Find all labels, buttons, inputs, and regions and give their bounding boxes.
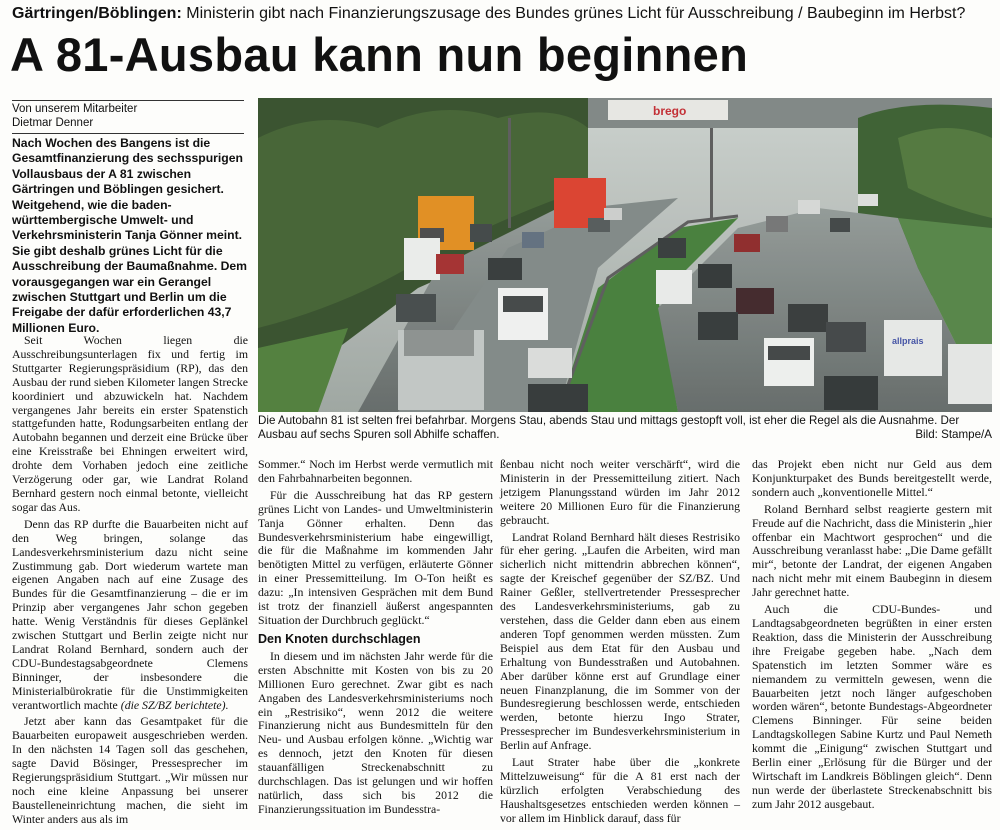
byline xyxy=(12,100,244,134)
billboard-sign-text: brego xyxy=(653,104,687,118)
kicker-location: Gärtringen/Böblingen: xyxy=(12,5,182,22)
col2-paragraph-1: Sommer.“ Noch im Herbst werde vermutlich mit den Fahrbahnarbeiten begonnen. xyxy=(258,457,493,485)
col1-source-note: (die SZ/BZ berichtete). xyxy=(120,697,229,712)
col4-paragraph-3: Auch die CDU-Bundes- und Landtagsabgeordneten begrüßten in einer ersten Reaktion, dass die Ministerin der Ausschreibung ihre Freigabe gegeben habe. „Nach dem Spatenstich im letzten Sommer wäre es niemandem zu vermitteln gewesen, wenn die Bauarbeiten jetzt noch länger aufgeschoben worden wären“, betonte Bundestags-Abgeordneter Clemens Binninger. Für seine beiden Landtagskollegen Sabine Kurtz und Paul Nemeth kommt die „Einigung“ zwischen Stuttgart und Berlin einer „Erlösung für die Bürger und der Wirtschaft im Landkreis Böblingen gleich“. Denn nun werde der überlastete Streckenabschnitt bis zum Jahr 2012 ausgebaut. xyxy=(752,602,992,811)
subheading: Den Knoten durchschlagen xyxy=(258,631,421,646)
article-column-1 xyxy=(12,334,248,830)
col3-paragraph-1: ßenbau nicht noch weiter verschärft“, wird die Ministerin in der Pressemitteilung zitiert. Nach jetzigem Planungsstand würden im Jahr 2012 weitere 20 Millionen Euro für die Finanzierung gebraucht. xyxy=(500,457,740,527)
col2-paragraph-2: Für die Ausschreibung hat das RP gestern grünes Licht von Landes- und Umweltministerin Tanja Gönner erhalten. Denn das Bundesverkehrsministerium habe eingewilligt, die für die Maßnahme im kommenden Jahr benötigten Mittel zu verfügen, erläuterte Gönner in einer Pressemitteilung. Im O-Ton heißt es dazu: „In intensiven Gesprächen mit dem Bund ist trotz der finanziell äußerst angespannten Situation der Durchbruch geglückt.“ xyxy=(258,487,493,627)
headline: A 81-Ausbau kann nun beginnen xyxy=(10,28,749,81)
lead-text: Nach Wochen des Bangens ist die Gesamtfinanzierung des sechsspurigen Vollausbaus der A 81 zwischen Gärtringen und Böblingen gesichert. Weitgehend, wie die baden-württembergische Umwelt- und Verkehrsministerin Tanja Gönner meint. Sie gibt deshalb grünes Licht für die Ausschreibung der Baumaßnahme. Dem vorausgegangen war ein Gerangel zwischen Stuttgart und Berlin um die Freigabe der dafür erforderlichen 43,7 Millionen Euro. xyxy=(12,136,248,335)
highway-traffic-image xyxy=(258,98,992,412)
kicker-line xyxy=(12,4,992,24)
article-column-2 xyxy=(258,458,493,820)
van-lettering: allprais xyxy=(892,336,924,346)
col1-paragraph-2-text: Denn das RP durfte die Bauarbeiten nicht auf den Weg bringen, solange das Landesverkehrsministerium dazu nicht seine Zustimmung gab. Dort wiederum wartete man eigenen Angaben nach auf eine Zusage des Bundes für die Gesamtfinanzierung – die er im Prinzip aber vergangenes Jahr schon gegeben hatte. Wenig Verständnis für dieses Geplänkel zwischen Stuttgart und Berlin zeigte nicht nur Landrat Roland Bernhard, sondern auch der CDU-Bundestagsabgeordnete Clemens Binninger, der insbesondere die Ministerialbürokratie für die Unstimmigkeiten verantwortlich machte xyxy=(12,516,248,712)
photo-credit: Bild: Stampe/A xyxy=(915,428,992,441)
byline-author: Dietmar Denner xyxy=(12,117,94,129)
lead-paragraph xyxy=(12,136,248,336)
kicker-text: Ministerin gibt nach Finanzierungszusage des Bundes grünes Licht für Ausschreibung / Baubeginn im Herbst? xyxy=(186,5,966,22)
col1-paragraph-1: Seit Wochen liegen die Ausschreibungsunterlagen fix und fertig im Stuttgarter Regierungspräsidium (RP), das den Ausbau der rund sieben Kilometer langen Strecke koordiniert und abzuwickeln hat. Nachdem vergangenes Jahr bereits ein erster Spatenstich stattgefunden hatte, Rodungsarbeiten entlang der Autobahn begannen und derzeit eine Brücke über eine Kreisstraße bei Ehningen erweitert wird, drohte dem Vorhaben jedoch eine zeitliche Verzögerung oder gar, wie Landrat Roland Bernhard gestern noch einmal betonte, vielleicht sogar das Aus. xyxy=(12,333,248,514)
caption-text: Die Autobahn 81 ist selten frei befahrbar. Morgens Stau, abends Stau und mittags gestopft voll, ist eher die Regel als die Ausnahme. Der Ausbau auf sechs Spuren soll Abhilfe schaffen. xyxy=(258,414,960,441)
col2-paragraph-3: In diesem und im nächsten Jahr werde für die ersten Abschnitte mit Kosten von bis zu 20 Millionen Euro gerechnet. Zwar gibt es nach Angaben des Landesverkehrsministeriums noch ein „Restrisiko“, wenn 2012 die weitere Finanzierung nicht aus Bundesmitteln für den Neu- und Ausbau erfolgen könne. „Wichtig war es dennoch, jetzt den Knoten für diesen stauanfälligen Streckenabschnitt zu durchschlagen. Das ist gelungen und wir hoffen natürlich, dass sich bis 2012 die Finanzierungssituation im Bundesstra- xyxy=(258,648,493,816)
col1-paragraph-2 xyxy=(12,518,248,713)
photo-caption xyxy=(258,414,992,442)
article-column-4 xyxy=(752,458,992,815)
article-photo xyxy=(258,98,992,412)
col3-paragraph-2: Landrat Roland Bernhard hält dieses Restrisiko für eher gering. „Laufen die Arbeiten, wird man sicherlich nicht mittendrin abbrechen können“, sagte der Kreischef gegenüber der SZ/BZ. Und Rainer Geßler, stellvertretender Pressesprecher des Landesverkehrsministeriums, gab zu verstehen, dass die Gelder dann eben aus einem anderen Topf genommen werden müssten. Zum Beispiel aus dem Etat für den Ausbau und Erhaltung von Bundesstraßen und Autobahnen. Aber darüber könne erst auf Grundlage einer neuen Finanzplanung, die im Sommer von der Bundesregierung beschlossen werde, entschieden werden, betonte hierzu Ingo Strater, Pressesprecher im Bundesverkehrsministerium in Berlin auf Anfrage. xyxy=(500,529,740,753)
col3-paragraph-3: Laut Strater habe über die „konkrete Mittelzuweisung“ für die A 81 erst nach der kürzlich erfolgten Verabschiedung des Haushaltsgesetzes entschieden werden können – vor allem im Hinblick darauf, dass für xyxy=(500,755,740,825)
byline-role: Von unserem Mitarbeiter xyxy=(12,103,138,115)
col4-paragraph-2: Roland Bernhard selbst reagierte gestern mit Freude auf die Nachricht, dass die Ministerin „hier offenbar ein Machtwort gesprochen“ und die Ausschreibung veranlasst habe: „Die Dame gefällt mir“, betonte der Landrat, der eigenen Angaben nach nicht mehr mit einem Baubeginn in diesem Jahr gerechnet hatte. xyxy=(752,501,992,600)
article-column-3 xyxy=(500,458,740,829)
col1-paragraph-3: Jetzt aber kann das Gesamtpaket für die Bauarbeiten europaweit ausgeschrieben werden. In den nächsten 14 Tagen soll das geschehen, sagte David Bösinger, Pressesprecher im Regierungspräsidium Stuttgart. „Wir müssen nur noch eine kleine Anpassung bei unserer Baustelleneinrichtung machen, die sieht im Winter anders aus als im xyxy=(12,714,248,826)
col4-paragraph-1: das Projekt eben nicht nur Geld aus dem Konjunkturpaket des Bunds bereitgestellt werde, sondern auch „konventionelle Mittel.“ xyxy=(752,457,992,499)
